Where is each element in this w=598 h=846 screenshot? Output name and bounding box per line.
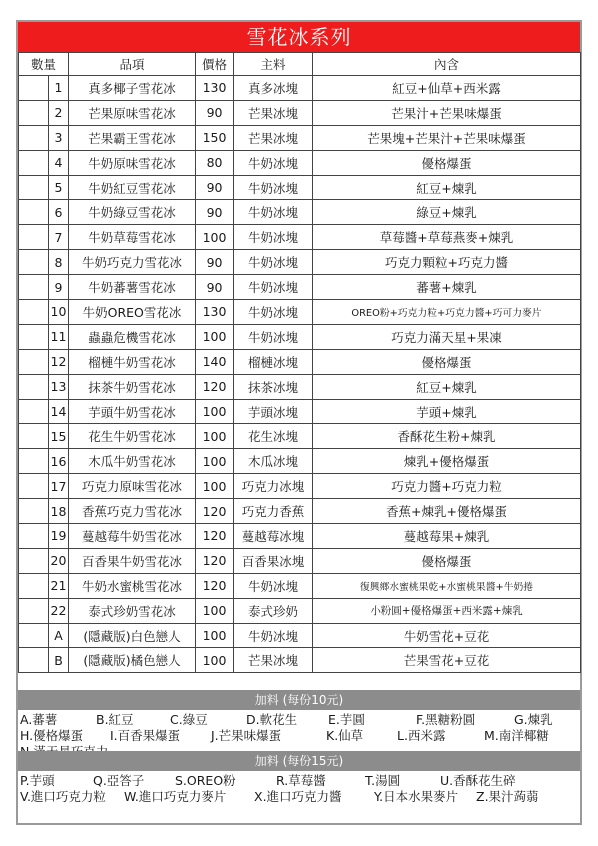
table-row [19,623,581,648]
row-main-ingredient: 蔓越莓冰塊 [234,524,313,549]
row-number: 18 [49,499,69,524]
addon-item: E.芋圓 [328,712,365,727]
row-item-name: 百香果牛奶雪花冰 [69,548,196,573]
row-number: 10 [49,300,69,325]
addon-item: C.綠豆 [170,712,208,727]
row-item-name: 牛奶紅豆雪花冰 [69,175,196,200]
addon-item: U.香酥花生碎 [440,773,516,788]
row-contents: 芒果塊+芒果汁+芒果味爆蛋 [313,125,581,150]
row-main-ingredient: 牛奶冰塊 [234,324,313,349]
row-item-name: 牛奶草莓雪花冰 [69,225,196,250]
row-item-name: 芒果原味雪花冰 [69,100,196,125]
row-number: 12 [49,349,69,374]
row-price: 120 [196,524,234,549]
row-main-ingredient: 牛奶冰塊 [234,150,313,175]
row-item-name: (隱藏版)白色戀人 [69,623,196,648]
row-contents: 蔓越莓果+煉乳 [313,524,581,549]
row-main-ingredient: 牛奶冰塊 [234,250,313,275]
row-main-ingredient: 芒果冰塊 [234,648,313,673]
row-blank-cell [19,424,49,449]
table-row [19,598,581,623]
header-item: 品項 [69,53,196,76]
row-blank-cell [19,250,49,275]
row-price: 100 [196,648,234,673]
row-number: 20 [49,548,69,573]
row-blank-cell [19,548,49,573]
row-price: 100 [196,399,234,424]
row-contents: 芒果雪花+豆花 [313,648,581,673]
table-row [19,449,581,474]
row-blank-cell [19,300,49,325]
addon-item: T.湯圓 [365,773,401,788]
row-main-ingredient: 抹茶冰塊 [234,374,313,399]
row-item-name: 榴槤牛奶雪花冰 [69,349,196,374]
header-main: 主料 [234,53,313,76]
row-blank-cell [19,623,49,648]
table-row [19,349,581,374]
addon-item: P.芋頭 [20,773,55,788]
table-row [19,150,581,175]
table-row [19,399,581,424]
row-main-ingredient: 牛奶冰塊 [234,175,313,200]
addon-item: R.草莓醬 [276,773,326,788]
row-blank-cell [19,175,49,200]
row-number: 13 [49,374,69,399]
row-contents: 小粉圓+優格爆蛋+西米露+煉乳 [313,598,581,623]
row-main-ingredient: 牛奶冰塊 [234,300,313,325]
row-main-ingredient: 木瓜冰塊 [234,449,313,474]
row-blank-cell [19,100,49,125]
row-item-name: 芒果霸王雪花冰 [69,125,196,150]
row-item-name: 牛奶水蜜桃雪花冰 [69,573,196,598]
addon-item: B.紅豆 [96,712,134,727]
table-row [19,324,581,349]
table-row [19,275,581,300]
row-blank-cell [19,449,49,474]
row-price: 90 [196,175,234,200]
row-item-name: 牛奶綠豆雪花冰 [69,200,196,225]
row-blank-cell [19,399,49,424]
row-number: 21 [49,573,69,598]
row-number: B [49,648,69,673]
row-main-ingredient: 巧克力香蕉 [234,499,313,524]
row-price: 130 [196,300,234,325]
table-row [19,76,581,101]
row-blank-cell [19,499,49,524]
row-item-name: 木瓜牛奶雪花冰 [69,449,196,474]
row-price: 90 [196,275,234,300]
row-main-ingredient: 芒果冰塊 [234,125,313,150]
addon10-title: 加料 (每份10元) [18,690,580,710]
row-blank-cell [19,125,49,150]
row-number: 8 [49,250,69,275]
row-main-ingredient: 牛奶冰塊 [234,623,313,648]
row-blank-cell [19,648,49,673]
row-price: 80 [196,150,234,175]
row-price: 120 [196,573,234,598]
row-blank-cell [19,275,49,300]
row-contents: 巧克力滿天星+果凍 [313,324,581,349]
row-item-name: 牛奶蕃薯雪花冰 [69,275,196,300]
row-number: 22 [49,598,69,623]
table-row [19,548,581,573]
addon-item: S.OREO粉 [175,773,236,788]
addon-line [20,773,578,789]
row-contents: 巧克力醬+巧克力粒 [313,474,581,499]
table-row [19,250,581,275]
row-contents: 草莓醬+草莓燕麥+煉乳 [313,225,581,250]
table-row [19,573,581,598]
addon15-title: 加料 (每份15元) [18,751,580,771]
row-main-ingredient: 牛奶冰塊 [234,573,313,598]
row-contents: 香酥花生粉+煉乳 [313,424,581,449]
addon-item: K.仙草 [326,728,364,743]
row-item-name: 香蕉巧克力雪花冰 [69,499,196,524]
addon-item: A.蕃薯 [20,712,58,727]
row-item-name: (隱藏版)橘色戀人 [69,648,196,673]
row-blank-cell [19,76,49,101]
addon-item: I.百香果爆蛋 [110,728,181,743]
menu-table [18,52,581,673]
menu-title: 雪花冰系列 [18,22,580,52]
addon-item: Z.果汁蒟蒻 [476,789,539,804]
row-contents: 復興鄉水蜜桃果乾+水蜜桃果醬+牛奶捲 [313,573,581,598]
row-number: 11 [49,324,69,349]
row-number: 5 [49,175,69,200]
menu-frame [16,20,582,825]
addon-item: H.優格爆蛋 [20,728,84,743]
row-main-ingredient: 百香果冰塊 [234,548,313,573]
addon-line [20,728,578,744]
row-item-name: 牛奶原味雪花冰 [69,150,196,175]
header-contents: 內含 [313,53,581,76]
addon-item: J.芒果味爆蛋 [211,728,282,743]
addon-item: X.進口巧克力醬 [254,789,342,804]
row-price: 100 [196,449,234,474]
row-price: 120 [196,548,234,573]
row-item-name: 泰式珍奶雪花冰 [69,598,196,623]
row-price: 90 [196,250,234,275]
row-item-name: 蔓越莓牛奶雪花冰 [69,524,196,549]
row-item-name: 抹茶牛奶雪花冰 [69,374,196,399]
row-price: 100 [196,598,234,623]
row-main-ingredient: 真多冰塊 [234,76,313,101]
row-price: 120 [196,374,234,399]
table-row [19,300,581,325]
row-number: 14 [49,399,69,424]
row-blank-cell [19,150,49,175]
row-main-ingredient: 花生冰塊 [234,424,313,449]
table-header-row [19,53,581,76]
row-price: 90 [196,200,234,225]
row-item-name: 真多椰子雪花冰 [69,76,196,101]
row-number: 19 [49,524,69,549]
row-blank-cell [19,474,49,499]
row-number: 9 [49,275,69,300]
row-contents: 紅豆+仙草+西米露 [313,76,581,101]
row-number: 1 [49,76,69,101]
row-contents: 綠豆+煉乳 [313,200,581,225]
row-price: 100 [196,623,234,648]
row-item-name: 芋頭牛奶雪花冰 [69,399,196,424]
table-row [19,374,581,399]
row-blank-cell [19,573,49,598]
row-price: 150 [196,125,234,150]
row-number: 6 [49,200,69,225]
table-row [19,474,581,499]
row-price: 100 [196,474,234,499]
table-row [19,499,581,524]
addon-item: D.軟花生 [246,712,298,727]
row-main-ingredient: 牛奶冰塊 [234,275,313,300]
row-blank-cell [19,598,49,623]
row-blank-cell [19,324,49,349]
row-contents: 芒果汁+芒果味爆蛋 [313,100,581,125]
addon-item: F.黑糖粉圓 [416,712,476,727]
row-blank-cell [19,200,49,225]
row-contents: 牛奶雪花+豆花 [313,623,581,648]
row-main-ingredient: 榴槤冰塊 [234,349,313,374]
row-number: 2 [49,100,69,125]
row-item-name: 花生牛奶雪花冰 [69,424,196,449]
table-row [19,200,581,225]
row-price: 100 [196,324,234,349]
addon-item: M.南洋椰糖 [484,728,549,743]
row-price: 130 [196,76,234,101]
row-price: 120 [196,499,234,524]
table-row [19,524,581,549]
row-contents: 優格爆蛋 [313,349,581,374]
row-contents: 香蕉+煉乳+優格爆蛋 [313,499,581,524]
addon-item: W.進口巧克力麥片 [124,789,227,804]
row-item-name: 蟲蟲危機雪花冰 [69,324,196,349]
row-price: 100 [196,225,234,250]
row-main-ingredient: 巧克力冰塊 [234,474,313,499]
row-number: 7 [49,225,69,250]
row-number: A [49,623,69,648]
row-main-ingredient: 芋頭冰塊 [234,399,313,424]
row-contents: 蕃薯+煉乳 [313,275,581,300]
row-number: 17 [49,474,69,499]
row-number: 16 [49,449,69,474]
table-row [19,175,581,200]
row-blank-cell [19,225,49,250]
header-price: 價格 [196,53,234,76]
addon-item: Y.日本水果麥片 [374,789,459,804]
row-number: 3 [49,125,69,150]
addon-line [20,789,578,805]
row-item-name: 牛奶OREO雪花冰 [69,300,196,325]
table-row [19,125,581,150]
row-contents: 煉乳+優格爆蛋 [313,449,581,474]
row-number: 4 [49,150,69,175]
row-main-ingredient: 牛奶冰塊 [234,200,313,225]
row-blank-cell [19,524,49,549]
table-row [19,648,581,673]
row-price: 90 [196,100,234,125]
row-contents: 優格爆蛋 [313,548,581,573]
table-row [19,100,581,125]
row-main-ingredient: 牛奶冰塊 [234,225,313,250]
row-price: 100 [196,424,234,449]
row-main-ingredient: 泰式珍奶 [234,598,313,623]
row-contents: 紅豆+煉乳 [313,374,581,399]
addon-line [20,712,578,728]
row-contents: OREO粉+巧克力粒+巧克力醬+巧可力麥片 [313,300,581,325]
row-price: 140 [196,349,234,374]
row-number: 15 [49,424,69,449]
row-contents: 芋頭+煉乳 [313,399,581,424]
row-contents: 巧克力顆粒+巧克力醬 [313,250,581,275]
addon-item: Q.亞答子 [93,773,145,788]
addon15-list [20,773,578,805]
addon-item: L.西米露 [397,728,446,743]
addon-item: V.進口巧克力粒 [20,789,106,804]
row-contents: 優格爆蛋 [313,150,581,175]
row-blank-cell [19,374,49,399]
table-row [19,225,581,250]
row-contents: 紅豆+煉乳 [313,175,581,200]
row-item-name: 巧克力原味雪花冰 [69,474,196,499]
row-blank-cell [19,349,49,374]
row-main-ingredient: 芒果冰塊 [234,100,313,125]
table-row [19,424,581,449]
header-qty: 數量 [19,53,69,76]
addon-item: G.煉乳 [514,712,553,727]
row-item-name: 牛奶巧克力雪花冰 [69,250,196,275]
